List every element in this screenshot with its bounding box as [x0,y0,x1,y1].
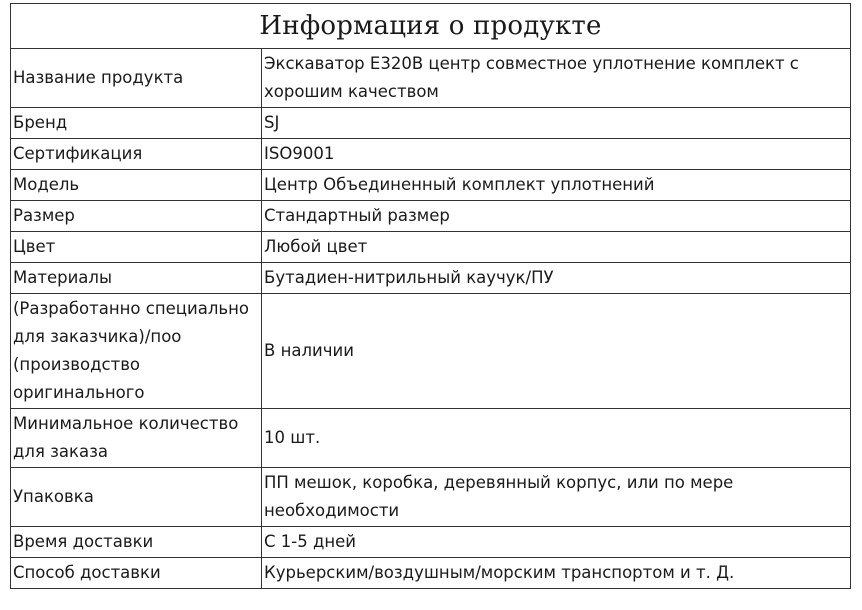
row-label-moq: Минимальное количество для заказа [11,409,262,468]
row-label-materials: Материалы [11,263,262,294]
row-label-packaging: Упаковка [11,468,262,527]
row-label-color: Цвет [11,232,262,263]
row-value-certification: ISO9001 [262,139,851,170]
table-row [11,558,851,589]
row-value-brand: SJ [262,108,851,139]
row-value-delivery-time: С 1-5 дней [262,527,851,558]
table-row [11,409,851,468]
row-value-shipping-method: Курьерским/воздушным/морским транспортом и т. Д. [262,558,851,589]
row-label-certification: Сертификация [11,139,262,170]
row-value-product-name: Экскаватор E320B центр совместное уплотнение комплект с хорошим качеством [262,49,851,108]
row-label-brand: Бренд [11,108,262,139]
table-row [11,294,851,409]
table-row [11,201,851,232]
row-value-packaging: ПП мешок, коробка, деревянный корпус, или по мере необходимости [262,468,851,527]
row-value-model: Центр Объединенный комплект уплотнений [262,170,851,201]
row-value-moq: 10 шт. [262,409,851,468]
product-info-table [10,3,851,589]
table-title: Информация о продукте [11,4,851,49]
table-row [11,49,851,108]
row-value-oem: В наличии [262,294,851,409]
row-label-size: Размер [11,201,262,232]
row-label-shipping-method: Способ доставки [11,558,262,589]
table-row [11,108,851,139]
table-row [11,527,851,558]
row-label-model: Модель [11,170,262,201]
table-row [11,468,851,527]
row-value-materials: Бутадиен-нитрильный каучук/ПУ [262,263,851,294]
row-label-delivery-time: Время доставки [11,527,262,558]
table-row [11,139,851,170]
row-label-oem: (Разработанно специально для заказчика)/поо (производство оригинального [11,294,262,409]
table-row [11,232,851,263]
row-label-product-name: Название продукта [11,49,262,108]
table-row [11,263,851,294]
row-value-color: Любой цвет [262,232,851,263]
table-title-row [11,4,851,49]
table-row [11,170,851,201]
row-value-size: Стандартный размер [262,201,851,232]
